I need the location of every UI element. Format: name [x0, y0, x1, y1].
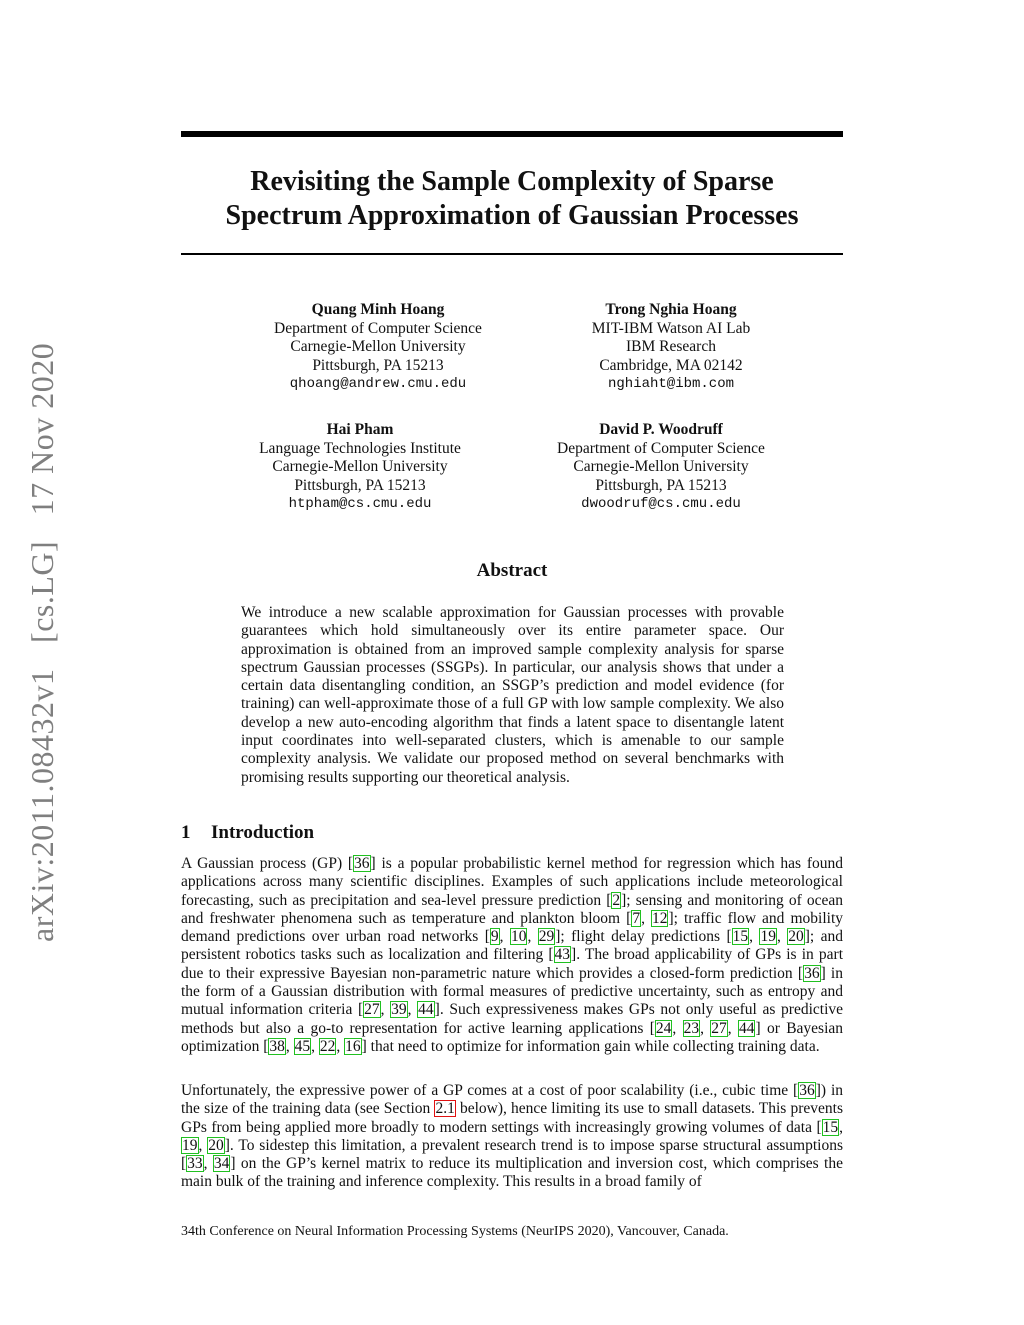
citation-link[interactable]: 22	[319, 1037, 336, 1055]
citation-link[interactable]: 27	[711, 1019, 727, 1037]
citation-link[interactable]: 16	[345, 1037, 361, 1055]
citation-link[interactable]: 19	[182, 1136, 198, 1154]
citation-link[interactable]: 19	[760, 928, 776, 946]
paper-title	[181, 165, 843, 233]
arxiv-sidebar-stamp	[24, 343, 61, 942]
citation-link[interactable]: 2	[612, 891, 621, 909]
author-affiliation: Language Technologies Institute	[259, 439, 461, 457]
citation-link[interactable]: 34	[213, 1155, 230, 1173]
author-affiliation: Pittsburgh, PA 15213	[312, 356, 444, 374]
author-affiliation: Department of Computer Science	[274, 319, 482, 337]
citation-link[interactable]: 44	[418, 1001, 434, 1019]
section-title: Introduction	[211, 822, 315, 843]
arxiv-category: [cs.LG]	[24, 540, 60, 643]
citation-link[interactable]: 24	[655, 1019, 672, 1037]
paragraph: Unfortunately, the expressive power of a GP comes at a cost of poor scalability (i.e., cubic time [36]) in the size of the training data (see Section 2.1 below), hence limiting its use to small datasets. This prevents GPs from being applied more broadly to modern settings with increasingly growing volumes of data [15, 19, 20]. To sidestep this limitation, a prevalent research trend is to impose sparse structural assumptions [33, 34] on the GP’s kernel matrix to reduce its multiplication and inversion cost, which comprises the main bulk of the training and inference complexity. This results in a broad family of	[181, 1082, 844, 1191]
author-affiliation: Carnegie-Mellon University	[272, 458, 448, 475]
citation-link[interactable]: 43	[554, 946, 571, 964]
author-email: dwoodruf@cs.cmu.edu	[581, 496, 741, 512]
arxiv-id: arXiv:2011.08432v1	[24, 668, 60, 942]
title-top-rule	[181, 131, 843, 137]
citation-link[interactable]: 33	[187, 1155, 203, 1173]
author-block	[218, 301, 538, 394]
citation-link[interactable]: 38	[269, 1037, 285, 1055]
citation-link[interactable]: 15	[822, 1118, 839, 1136]
author-name: Hai Pham	[326, 421, 394, 438]
citation-link[interactable]: 12	[651, 909, 668, 927]
citation-link[interactable]: 44	[738, 1019, 755, 1037]
citation-link[interactable]: 20	[208, 1136, 224, 1154]
citation-link[interactable]: 9	[490, 928, 499, 946]
citation-link[interactable]: 15	[732, 928, 749, 946]
citation-link[interactable]: 39	[391, 1001, 407, 1019]
author-name: Quang Minh Hoang	[311, 301, 445, 318]
abstract-body: We introduce a new scalable approximation for Gaussian processes with provable guarantees which hold simultaneously over its entire parameter space. Our approximation is obtained from an improved sample complexity analysis for sparse spectrum Gaussian processes (SSGPs). In particular, our analysis shows that under a certain data disentangling condition, an SSGP’s prediction and model evidence (for training) can well-approximate those of a full GP with low sample complexity. We also develop a new auto-encoding algorithm that finds a latent space to disentangle latent input coordinates into well-separated clusters, which is amenable to our sample complexity analysis. We validate our proposed method on several benchmarks with promising results supporting our theoretical analysis.	[241, 604, 784, 786]
arxiv-date: 17 Nov 2020	[24, 342, 60, 516]
title-line-2: Spectrum Approximation of Gaussian Processes	[225, 200, 799, 231]
citation-link[interactable]: 45	[294, 1037, 311, 1055]
author-affiliation: Pittsburgh, PA 15213	[595, 476, 727, 494]
abstract-heading: Abstract	[476, 560, 548, 581]
citation-link[interactable]: 36	[354, 855, 370, 872]
author-affiliation: MIT-IBM Watson AI Lab	[591, 319, 751, 337]
author-name: Trong Nghia Hoang	[605, 301, 737, 318]
citation-link[interactable]: 10	[510, 928, 527, 946]
title-bottom-rule	[181, 253, 843, 255]
author-affiliation: Pittsburgh, PA 15213	[294, 476, 426, 494]
title-line-1: Revisiting the Sample Complexity of Sparse	[250, 166, 774, 197]
author-email: qhoang@andrew.cmu.edu	[289, 376, 467, 392]
citation-link[interactable]: 7	[632, 909, 641, 927]
citation-link[interactable]: 36	[804, 964, 820, 982]
citation-link[interactable]: 27	[364, 1001, 380, 1019]
author-affiliation: Carnegie-Mellon University	[573, 458, 749, 475]
author-block	[511, 301, 831, 394]
section-number: 1	[181, 822, 191, 843]
author-email: htpham@cs.cmu.edu	[288, 496, 432, 512]
section-heading	[181, 822, 314, 844]
author-affiliation: Carnegie-Mellon University	[290, 338, 466, 355]
citation-link[interactable]: 23	[683, 1019, 700, 1037]
author-affiliation: IBM Research	[626, 338, 716, 355]
author-block	[200, 421, 520, 514]
citation-link[interactable]: 36	[799, 1082, 815, 1099]
section-reference-link[interactable]: 2.1	[435, 1100, 455, 1118]
conference-footnote: 34th Conference on Neural Information Processing Systems (NeurIPS 2020), Vancouver, Canada.	[181, 1224, 729, 1239]
author-affiliation: Cambridge, MA 02142	[599, 356, 743, 374]
author-block	[501, 421, 821, 514]
citation-link[interactable]: 20	[788, 928, 804, 946]
citation-link[interactable]: 29	[538, 928, 555, 946]
paragraph: A Gaussian process (GP) [36] is a popular probabilistic kernel method for regression which has found applications across many scientific disciplines. Examples of such applications include meteorological forecasting, such as precipitation and sea-level pressure prediction [2]; sensing and monitoring of ocean and freshwater phenomena such as temperature and plankton bloom [7, 12]; traffic flow and mobility demand predictions over urban road networks [9, 10, 29]; flight delay predictions [15, 19, 20]; and persistent robotics tasks such as localization and filtering [43]. The broad applicability of GPs is in part due to their expressive Bayesian non-parametric nature which provides a closed-form prediction [36] in the form of a Gaussian distribution with formal measures of predictive uncertainty, such as entropy and mutual information criteria [27, 39, 44]. Such expressiveness makes GPs not only useful as predictive methods but also a go-to representation for active learning applications [24, 23, 27, 44] or Bayesian optimization [38, 45, 22, 16] that need to optimize for information gain while collecting training data.	[181, 855, 844, 1055]
author-name: David P. Woodruff	[599, 421, 723, 438]
author-affiliation: Department of Computer Science	[557, 439, 765, 457]
author-email: nghiaht@ibm.com	[607, 376, 735, 392]
